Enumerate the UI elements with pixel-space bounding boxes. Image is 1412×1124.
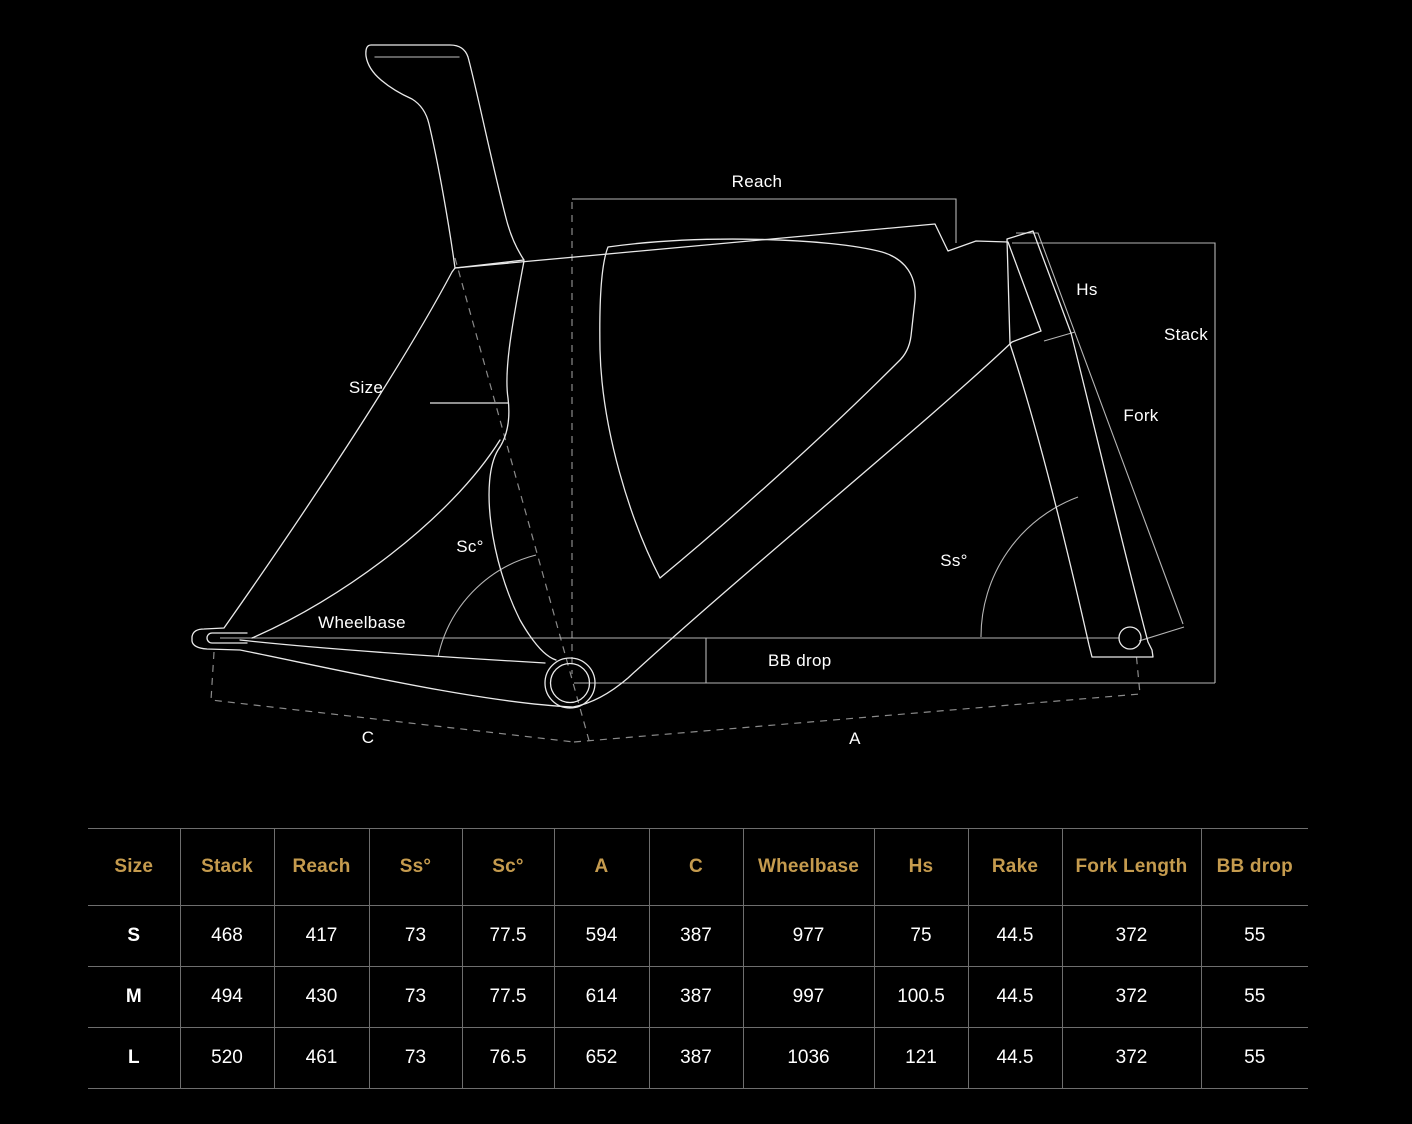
col-header-bb-drop: BB drop: [1201, 829, 1308, 906]
size-label: Size: [348, 378, 384, 397]
a-label: A: [849, 729, 861, 748]
seat-axis-dashed-line: [455, 258, 590, 744]
main-frame: [192, 224, 1041, 707]
cell-s-reach: 417: [274, 906, 369, 967]
wheelbase-label: Wheelbase: [318, 613, 406, 632]
ss-angle-label: Ss°: [940, 551, 968, 570]
col-header-fork-length: Fork Length: [1062, 829, 1201, 906]
cell-s-stack: 468: [180, 906, 274, 967]
cell-m-ss: 73: [369, 967, 462, 1028]
cell-m-a: 614: [554, 967, 649, 1028]
cell-l-bb-drop: 55: [1201, 1028, 1308, 1089]
cell-s-bb-drop: 55: [1201, 906, 1308, 967]
diagram-labels: [318, 172, 1208, 748]
cell-s-fork-length: 372: [1062, 906, 1201, 967]
cell-s-a: 594: [554, 906, 649, 967]
col-header-size: Size: [88, 829, 180, 906]
cell-s-c: 387: [649, 906, 743, 967]
seat-tube-rear-edge: [489, 261, 556, 660]
table-row-size-m: [88, 967, 1308, 1028]
col-header-a: A: [554, 829, 649, 906]
cell-s-wheelbase: 977: [743, 906, 874, 967]
cell-m-sc: 77.5: [462, 967, 554, 1028]
seat-angle-arc: [438, 555, 536, 657]
stack-label: Stack: [1163, 325, 1209, 344]
sc-angle-label: Sc°: [456, 537, 484, 556]
cell-l-reach: 461: [274, 1028, 369, 1089]
cell-l-rake: 44.5: [968, 1028, 1062, 1089]
cell-l-wheelbase: 1036: [743, 1028, 874, 1089]
header-row: [88, 829, 1308, 906]
dimension-lines: [220, 199, 1215, 683]
table-row-size-s: [88, 906, 1308, 967]
cell-m-stack: 494: [180, 967, 274, 1028]
cell-l-hs: 121: [874, 1028, 968, 1089]
cell-l-fork-length: 372: [1062, 1028, 1201, 1089]
col-header-sc: Sc°: [462, 829, 554, 906]
c-label: C: [361, 728, 375, 747]
cell-m-size: M: [88, 967, 180, 1028]
cell-m-rake: 44.5: [968, 967, 1062, 1028]
cell-l-sc: 76.5: [462, 1028, 554, 1089]
cell-s-sc: 77.5: [462, 906, 554, 967]
bb-drop-label: BB drop: [768, 651, 832, 670]
reach-dimension-line: [572, 199, 956, 243]
col-header-ss: Ss°: [369, 829, 462, 906]
hs-lower-tick: [1044, 332, 1075, 341]
col-header-hs: Hs: [874, 829, 968, 906]
frame-outline: [192, 45, 1153, 708]
head-angle-arc: [981, 497, 1078, 637]
col-header-reach: Reach: [274, 829, 369, 906]
geometry-table: [88, 828, 1308, 1089]
col-header-rake: Rake: [968, 829, 1062, 906]
cell-l-ss: 73: [369, 1028, 462, 1089]
hs-label: Hs: [1076, 280, 1098, 299]
table-row-size-l: [88, 1028, 1308, 1089]
front-axle: [1119, 627, 1141, 649]
cell-m-wheelbase: 997: [743, 967, 874, 1028]
stack-dimension-line: [1012, 243, 1215, 683]
cell-s-rake: 44.5: [968, 906, 1062, 967]
geometry-table-header: [88, 829, 1308, 906]
cell-l-stack: 520: [180, 1028, 274, 1089]
cell-s-hs: 75: [874, 906, 968, 967]
cell-m-fork-length: 372: [1062, 967, 1201, 1028]
col-header-wheelbase: Wheelbase: [743, 829, 874, 906]
cell-l-size: L: [88, 1028, 180, 1089]
cell-s-size: S: [88, 906, 180, 967]
reach-label: Reach: [731, 172, 783, 191]
cell-l-c: 387: [649, 1028, 743, 1089]
construction-lines: [211, 202, 1140, 744]
cell-m-reach: 430: [274, 967, 369, 1028]
fork-label: Fork: [1123, 406, 1159, 425]
cell-m-c: 387: [649, 967, 743, 1028]
cell-l-a: 652: [554, 1028, 649, 1089]
cell-m-hs: 100.5: [874, 967, 968, 1028]
c-dimension-dashed-line: [211, 652, 574, 742]
seat-mast: [366, 45, 524, 268]
frame-cutout: [600, 239, 915, 578]
col-header-c: C: [649, 829, 743, 906]
hs-fork-dimension-line: [1016, 233, 1183, 624]
cell-s-ss: 73: [369, 906, 462, 967]
col-header-stack: Stack: [180, 829, 274, 906]
cell-m-bb-drop: 55: [1201, 967, 1308, 1028]
